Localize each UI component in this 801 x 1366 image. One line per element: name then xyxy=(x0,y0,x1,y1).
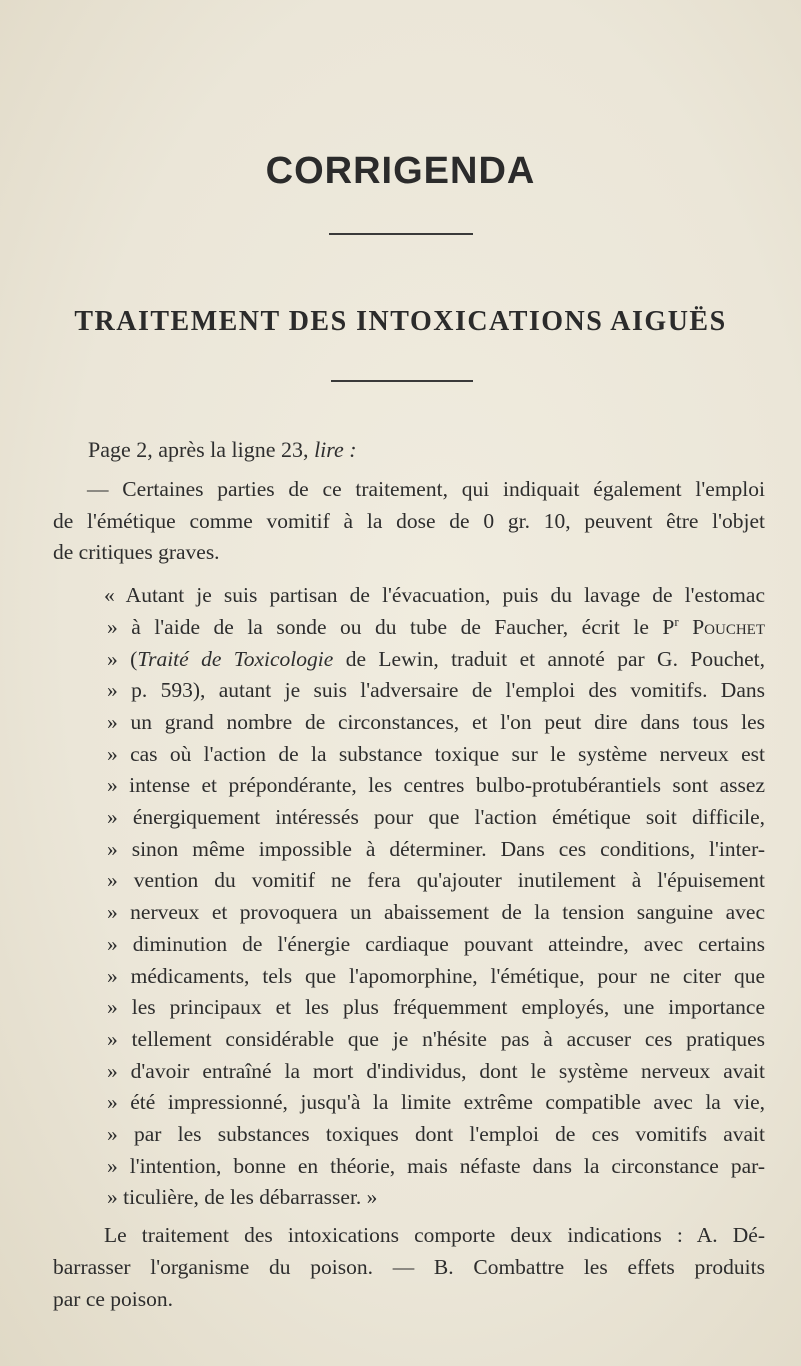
quote-line-text: de Lewin, traduit et annoté par G. Pouchet, xyxy=(333,646,765,671)
quote-line: » médicaments, tels que l'apomorphine, l'émétique, pour ne citer que xyxy=(107,963,765,988)
book-title: Traité de Toxicologie xyxy=(137,646,334,671)
page-title: CORRIGENDA xyxy=(265,150,536,192)
divider-bottom xyxy=(331,380,473,382)
quote-line: » d'avoir entraîné la mort d'individus, dont le système nerveux avait xyxy=(107,1058,765,1083)
para1-line: de critiques graves. xyxy=(53,540,220,565)
body-text xyxy=(53,474,765,1315)
quote-line: » un grand nombre de circonstances, et l'on peut dire dans tous les xyxy=(107,709,765,734)
title-abbrev: r xyxy=(674,614,679,629)
quote-line: » énergiquement intéressés pour que l'action émétique soit difficile, xyxy=(107,805,765,830)
erratum-read: lire : xyxy=(314,437,357,462)
quote-line: » été impressionné, jusqu'à la limite extrême compatible avec la vie, xyxy=(107,1090,765,1115)
quote-line: » les principaux et les plus fréquemment employés, une importance xyxy=(107,995,765,1020)
quote-line: » intense et prépondérante, les centres bulbo-protubérantiels sont assez xyxy=(107,773,765,798)
section-title: TRAITEMENT DES INTOXICATIONS AIGUËS xyxy=(74,306,727,337)
quote-line xyxy=(53,612,765,644)
quote-mark: » ( xyxy=(107,646,138,671)
para3-line: barrasser l'organisme du poison. — B. Combattre les effets produits xyxy=(53,1254,765,1279)
quote-line-text: » à l'aide de la sonde ou du tube de Faucher, écrit le P xyxy=(107,614,675,639)
para1-line: de l'émétique comme vomitif à la dose de 0 gr. 10, peuvent être l'objet xyxy=(53,508,765,533)
quote-line: » diminution de l'énergie cardiaque pouvant atteindre, avec certains xyxy=(107,931,765,956)
para1-line: — Certaines parties de ce traitement, qui indiquait également l'emploi xyxy=(87,477,765,501)
quote-line: » par les substances toxiques dont l'emploi de ces vomitifs avait xyxy=(107,1122,765,1147)
quote-line: » nerveux et provoquera un abaissement de la tension sanguine avec xyxy=(107,900,765,925)
erratum-note xyxy=(88,437,357,463)
quote-line: » ticulière, de les débarrasser. » xyxy=(107,1185,378,1210)
para3-line: par ce poison. xyxy=(53,1286,174,1311)
quote-line: » l'intention, bonne en théorie, mais néfaste dans la circonstance par- xyxy=(107,1153,765,1178)
erratum-location: Page 2, après la ligne 23, xyxy=(88,437,315,462)
author-name: Pouchet xyxy=(678,614,765,639)
para3-line: Le traitement des intoxications comporte deux indications : A. Dé- xyxy=(104,1223,765,1248)
quote-line: » vention du vomitif ne fera qu'ajouter inutilement à l'épuisement xyxy=(107,868,765,893)
quote-line: » cas où l'action de la substance toxique sur le système nerveux est xyxy=(107,741,765,766)
quote-line xyxy=(53,644,765,676)
quote-line: » sinon même impossible à déterminer. Dans ces conditions, l'inter- xyxy=(107,836,765,861)
quote-line: « Autant je suis partisan de l'évacuation, puis du lavage de l'estomac xyxy=(104,583,765,608)
quote-line: » tellement considérable que je n'hésite pas à accuser ces pratiques xyxy=(107,1026,765,1051)
quote-line: » p. 593), autant je suis l'adversaire de l'emploi des vomitifs. Dans xyxy=(107,678,765,703)
divider-top xyxy=(329,233,473,235)
